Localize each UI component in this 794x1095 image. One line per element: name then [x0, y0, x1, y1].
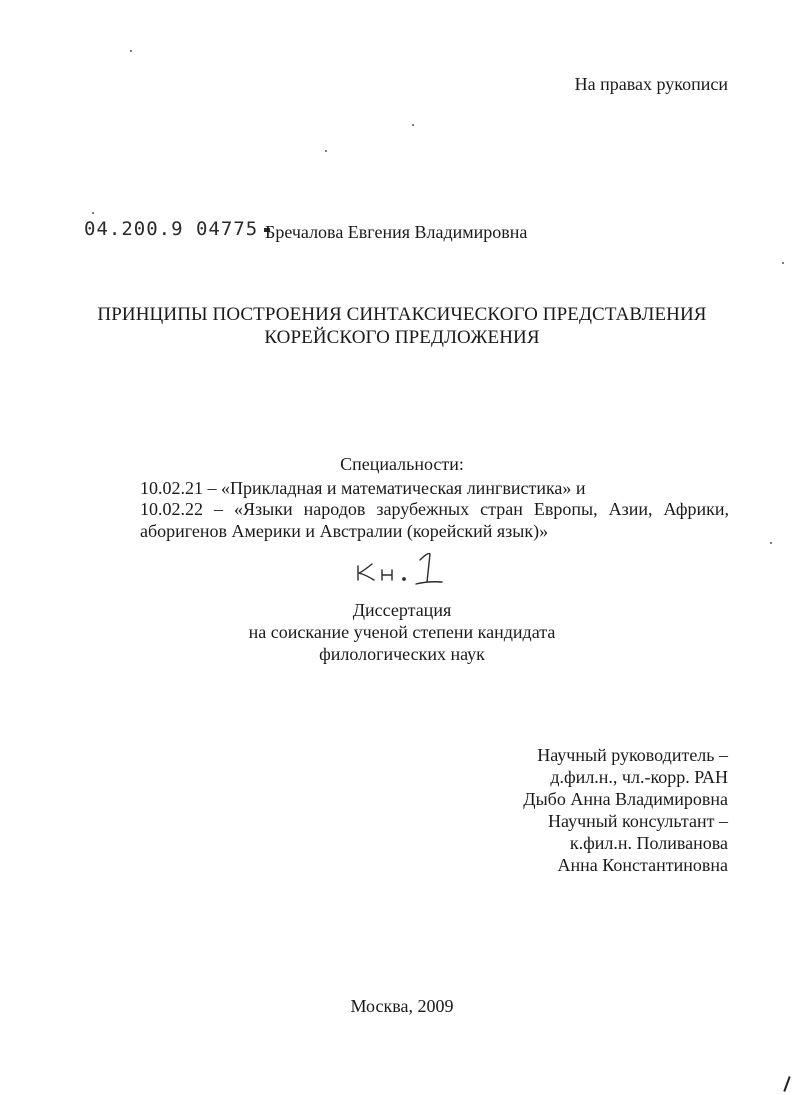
- specialty-line-3: аборигенов Америки и Австралии (корейский язык)»: [140, 521, 549, 541]
- advisor-line-2: д.фил.н., чл.-корр. РАН: [550, 767, 728, 787]
- author-name: Бречалова Евгения Владимировна: [265, 222, 528, 242]
- handwritten-volume-note: [352, 548, 452, 588]
- thesis-title: [0, 303, 794, 349]
- city-year: Москва, 2009: [350, 996, 454, 1016]
- advisor-line-6: Анна Константиновна: [557, 855, 728, 875]
- dissertation-line-2: на соискание ученой степени кандидата: [248, 622, 556, 642]
- scan-speck: [325, 150, 327, 152]
- specialties-heading: Специальности:: [340, 454, 464, 474]
- thesis-title-line-1: ПРИНЦИПЫ ПОСТРОЕНИЯ СИНТАКСИЧЕСКОГО ПРЕДСТАВЛЕНИЯ: [97, 304, 707, 325]
- scan-speck: [92, 212, 94, 214]
- scan-edge-mark: [783, 1076, 790, 1092]
- scan-speck: [770, 542, 772, 544]
- advisor-line-5: к.фил.н. Поливанова: [569, 833, 728, 853]
- dissertation-line-3: филологических наук: [319, 644, 485, 664]
- specialty-line-1: 10.02.21 – «Прикладная и математическая лингвистика» и: [140, 478, 586, 498]
- advisors-block: [523, 744, 728, 876]
- scan-speck: [782, 262, 784, 264]
- catalog-number-text: 04.200.9 04775: [84, 218, 259, 240]
- scan-speck: [130, 50, 132, 52]
- dissertation-line-1: Диссертация: [352, 600, 452, 620]
- scan-speck: [412, 124, 414, 126]
- thesis-title-line-2: КОРЕЙСКОГО ПРЕДЛОЖЕНИЯ: [264, 327, 540, 348]
- specialty-line-2: 10.02.22 – «Языки народов зарубежных стран Европы, Азии, Африки,: [140, 499, 729, 519]
- rights-notice: На правах рукописи: [574, 74, 728, 94]
- catalog-number-stamp: [84, 218, 270, 240]
- advisor-line-3: Дыбо Анна Владимировна: [523, 789, 728, 809]
- dissertation-degree-block: [0, 599, 794, 665]
- advisor-line-1: Научный руководитель –: [537, 745, 728, 765]
- advisor-line-4: Научный консультант –: [548, 811, 728, 831]
